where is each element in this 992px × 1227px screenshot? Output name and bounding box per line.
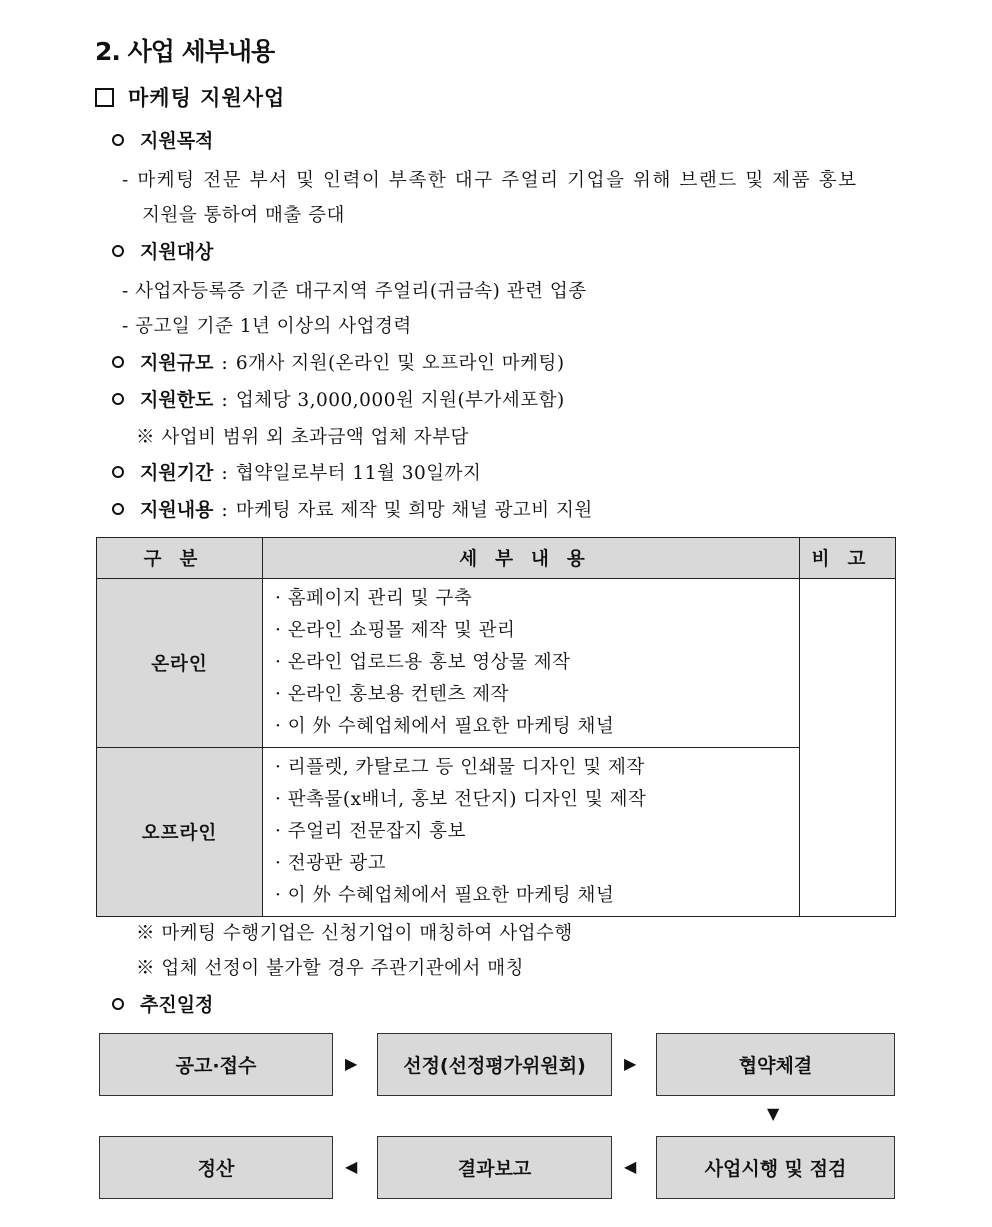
content-value: 마케팅 자료 제작 및 희망 채널 광고비 지원 — [235, 500, 593, 521]
arrow-left-icon: ◀ — [345, 1157, 358, 1176]
target-title: 지원대상 — [140, 241, 214, 263]
circle-bullet-icon — [112, 134, 124, 146]
online-items — [263, 579, 800, 748]
note-cell — [800, 579, 896, 917]
period-value: 협약일로부터 11월 30일까지 — [235, 463, 482, 484]
table-row — [97, 579, 896, 748]
step-selection: 선정(선정평가위원회) — [377, 1033, 612, 1096]
program-title-row — [95, 82, 285, 112]
purpose-title: 지원목적 — [140, 130, 214, 152]
purpose-line-1: - 마케팅 전문 부서 및 인력이 부족한 대구 주얼리 기업을 위해 브랜드 및 제품 홍보 — [122, 170, 858, 191]
limit-row: 지원한도 : 업체당 3,000,000원 지원(부가세포함) — [112, 385, 565, 412]
note-1: ※ 마케팅 수행기업은 신청기업이 매칭하여 사업수행 — [136, 923, 573, 944]
circle-bullet-icon — [112, 998, 124, 1010]
limit-title: 지원한도 — [140, 389, 214, 411]
scale-row: 지원규모 : 6개사 지원(온라인 및 오프라인 마케팅) — [112, 348, 565, 375]
circle-bullet-icon — [112, 356, 124, 368]
list-item: · 전광판 광고 — [275, 853, 386, 874]
target-line-2: - 공고일 기준 1년 이상의 사업경력 — [122, 316, 412, 337]
arrow-right-icon: ▶ — [624, 1054, 637, 1073]
step-execution: 사업시행 및 점검 — [656, 1136, 895, 1199]
circle-bullet-icon — [112, 466, 124, 478]
category-offline: 오프라인 — [97, 748, 263, 917]
circle-bullet-icon — [112, 393, 124, 405]
list-item: · 주얼리 전문잡지 홍보 — [275, 821, 466, 842]
section-title: 2. 사업 세부내용 — [95, 37, 275, 66]
step-announcement: 공고·접수 — [99, 1033, 333, 1096]
arrow-down-icon: ▼ — [767, 1104, 780, 1123]
content-row: 지원내용 : 마케팅 자료 제작 및 희망 채널 광고비 지원 — [112, 495, 593, 522]
purpose-heading — [112, 126, 213, 153]
list-item: · 온라인 쇼핑몰 제작 및 관리 — [275, 620, 516, 641]
list-item: · 판촉물(x배너, 홍보 전단지) 디자인 및 제작 — [275, 789, 647, 810]
arrow-left-icon: ◀ — [624, 1157, 637, 1176]
circle-bullet-icon — [112, 245, 124, 257]
header-note: 비고 — [800, 538, 896, 579]
checkbox-square-icon — [95, 88, 114, 107]
period-title: 지원기간 — [140, 462, 214, 484]
target-line-1: - 사업자등록증 기준 대구지역 주얼리(귀금속) 관련 업종 — [122, 281, 587, 302]
step-agreement: 협약체결 — [656, 1033, 895, 1096]
list-item: · 홈페이지 관리 및 구축 — [275, 588, 473, 609]
table-header-row — [97, 538, 896, 579]
program-title: 마케팅 지원사업 — [128, 85, 286, 110]
offline-items — [263, 748, 800, 917]
category-online: 온라인 — [97, 579, 263, 748]
support-content-table — [96, 537, 896, 917]
header-category: 구분 — [97, 538, 263, 579]
limit-value: 업체당 3,000,000원 지원(부가세포함) — [235, 390, 565, 411]
list-item: · 리플렛, 카탈로그 등 인쇄물 디자인 및 제작 — [275, 757, 645, 778]
header-details: 세부내용 — [263, 538, 800, 579]
purpose-line-2: 지원을 통하여 매출 증대 — [142, 205, 345, 226]
list-item: · 이 外 수혜업체에서 필요한 마케팅 채널 — [275, 716, 615, 737]
circle-bullet-icon — [112, 503, 124, 515]
scale-value: 6개사 지원(온라인 및 오프라인 마케팅) — [235, 353, 565, 374]
limit-note: ※ 사업비 범위 외 초과금액 업체 자부담 — [136, 427, 469, 448]
table-row — [97, 748, 896, 917]
arrow-right-icon: ▶ — [345, 1054, 358, 1073]
step-result-report: 결과보고 — [377, 1136, 612, 1199]
period-row: 지원기간 : 협약일로부터 11월 30일까지 — [112, 458, 481, 485]
list-item: · 온라인 홍보용 컨텐츠 제작 — [275, 684, 509, 705]
list-item: · 이 外 수혜업체에서 필요한 마케팅 채널 — [275, 885, 615, 906]
list-item: · 온라인 업로드용 홍보 영상물 제작 — [275, 652, 571, 673]
content-title: 지원내용 — [140, 499, 214, 521]
scale-title: 지원규모 — [140, 352, 214, 374]
note-2: ※ 업체 선정이 불가할 경우 주관기관에서 매칭 — [136, 958, 524, 979]
step-settlement: 정산 — [99, 1136, 333, 1199]
target-heading — [112, 237, 213, 264]
schedule-heading — [112, 990, 213, 1017]
schedule-title: 추진일정 — [140, 994, 214, 1016]
